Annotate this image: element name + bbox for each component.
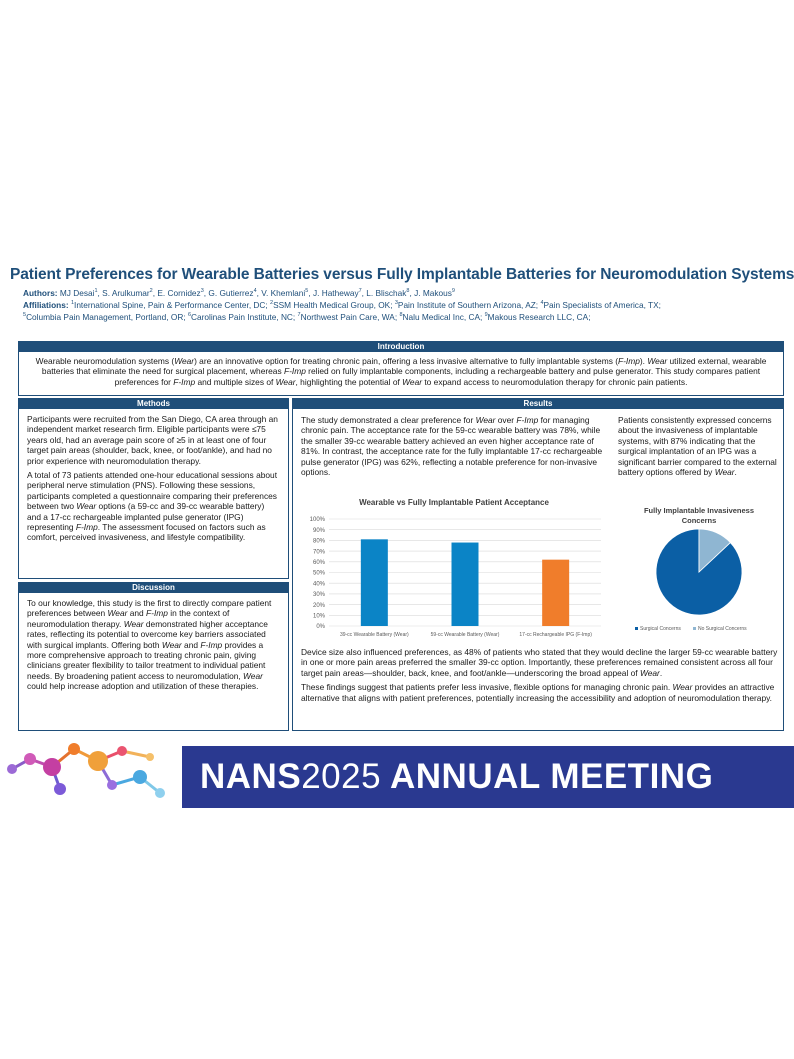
y-tick-label: 0% (316, 624, 325, 631)
discussion-text (19, 593, 288, 701)
poster (10, 266, 794, 811)
author-superscript: 7 (358, 288, 362, 294)
acceptance-bar-chart (299, 495, 609, 640)
legend-swatch (635, 627, 638, 630)
methods-text (19, 409, 288, 552)
intro-text: Wearable neuromodulation systems ( (35, 356, 175, 366)
author-superscript: 2 (149, 288, 153, 294)
affiliation-text: International Spine, Pain & Performance Center, DC; (74, 300, 268, 311)
legend-label: No Surgical Concerns (698, 626, 747, 632)
intro-text: Wear (402, 376, 423, 387)
results-span: for managing chronic pain. The acceptance rate for the 59-cc wearable battery was 78%, while the smaller 39-cc wearable battery achieved an even higher acceptance rate of 81%. In contrast, the acceptance rate for the fully implantable 17-cc rechargeable pulse generator (IPG) was 62%, reflecting a notable preference for non-invasive options. (301, 415, 603, 478)
results-span: provides an attractive alternative that aligns with patient preferences, potentially increasing the accessibility and adoption of neuromodulation therapy. (301, 682, 775, 703)
affiliations-line-2 (10, 311, 784, 323)
discussion-header: Discussion (19, 583, 288, 593)
results-span: Wear (672, 682, 693, 693)
methods-paragraph-2 (27, 470, 280, 543)
intro-text: Wear (174, 356, 195, 366)
y-tick-label: 50% (312, 570, 325, 577)
affiliation-text: Pain Specialists of America, TX; (543, 300, 661, 311)
banner-nans: NANS (200, 757, 302, 796)
y-tick-label: 10% (312, 613, 325, 620)
introduction-text (19, 352, 783, 391)
results-span: Wear (475, 415, 496, 425)
discussion-span: Wear (161, 639, 182, 650)
y-tick-label: 40% (312, 581, 325, 588)
methods-text-span: Wear (76, 501, 97, 512)
legend-swatch (693, 627, 696, 630)
results-span: . (734, 467, 737, 478)
results-span: . (659, 667, 663, 678)
results-span: Wear (714, 467, 735, 478)
bar (542, 560, 569, 626)
discussion-span: provides a more comprehensive approach to treating chronic pain, giving clinicians greater flexibility to tailor treatment to individual patient needs. By broadening patient access to neuromodulation, (27, 639, 266, 681)
results-bottom-paragraph-2 (301, 682, 779, 703)
results-panel (292, 398, 784, 731)
intro-text: , highlighting the potential of (295, 376, 403, 387)
author-superscript: 1 (94, 288, 98, 294)
results-bottom-text (301, 647, 779, 707)
affiliation-text: SSM Health Medical Group, OK; (273, 300, 393, 311)
authors-label: Authors: (23, 287, 58, 298)
bar-chart-title: Wearable vs Fully Implantable Patient Acceptance (359, 498, 549, 507)
methods-panel (18, 398, 289, 579)
discussion-span: could help increase adoption and utilization of these therapies. (27, 681, 259, 692)
affiliation-superscript: 8 (399, 312, 403, 319)
affiliations-list-1 (71, 300, 661, 310)
author-name: E. Cornidez (157, 287, 201, 298)
intro-text: Wear (647, 356, 668, 366)
x-tick-label: 39-cc Wearable Battery (Wear) (339, 632, 409, 638)
y-tick-label: 30% (312, 592, 325, 599)
affiliation-superscript: 5 (23, 312, 27, 319)
intro-text: ). (639, 356, 648, 366)
y-tick-label: 90% (312, 527, 325, 534)
banner-year: 2025 (301, 757, 382, 796)
intro-text: ) are an innovative option for treating chronic pain, offering a less invasive alternative to fully implantable systems ( (194, 356, 618, 366)
affiliation-superscript: 3 (394, 300, 398, 307)
results-span: The study demonstrated a clear preference for (301, 415, 476, 425)
pie-chart-title: Concerns (681, 516, 717, 525)
author-name: J. Hatheway (312, 287, 359, 298)
results-right-text (618, 415, 778, 477)
author-name: MJ Desai (59, 287, 95, 298)
y-tick-label: 20% (312, 602, 325, 609)
author-name: J. Makous (414, 287, 452, 298)
results-span: over (495, 415, 517, 425)
intro-text: F-Imp (283, 366, 306, 377)
x-tick-label: 17-cc Rechargeable IPG (F-Imp) (519, 632, 592, 638)
banner-title (200, 751, 713, 803)
affiliation-superscript: 6 (187, 312, 192, 319)
introduction-header: Introduction (19, 342, 783, 352)
intro-text: F-Imp (173, 376, 196, 387)
x-tick-label: 59-cc Wearable Battery (Wear) (430, 632, 500, 638)
affiliations-list-2 (23, 312, 591, 322)
discussion-span: and (181, 639, 201, 650)
affiliation-superscript: 9 (484, 312, 488, 319)
results-span: These findings suggest that patients prefer less invasive, flexible options for managing chronic pain. (301, 682, 673, 693)
discussion-span: demonstrated higher acceptance rates, reflecting its potential to overcome key barriers associated with surgical implants. Offering both (27, 618, 268, 650)
affiliations-label: Affiliations: (23, 300, 69, 311)
invasiveness-pie-chart (619, 505, 779, 635)
results-bottom-paragraph-1 (301, 647, 779, 678)
affiliations-line-1 (10, 298, 784, 310)
author-superscript: 4 (253, 288, 257, 294)
affiliation-superscript: 2 (270, 300, 274, 307)
affiliation-superscript: 1 (70, 300, 75, 307)
intro-text: Wear (275, 376, 296, 387)
methods-header: Methods (19, 399, 288, 409)
results-span: Patients consistently expressed concerns about the invasiveness of implantable systems, with 87% indicating that the surgical implantation of an IPG was a significant barrier compared to the external battery options offered by (618, 415, 777, 478)
author-name: L. Blischak (366, 287, 407, 298)
intro-text: and multiple sizes of (195, 376, 276, 387)
author-superscript: 5 (305, 288, 309, 294)
affiliation-text: Carolinas Pain Institute, NC; (191, 312, 296, 323)
authors-line (10, 286, 784, 298)
results-span: Wear (639, 667, 660, 678)
discussion-span: Wear (243, 670, 263, 681)
affiliation-text: Northwest Pain Care, WA; (300, 312, 398, 323)
methods-text-span: F-Imp (75, 522, 98, 533)
bar (361, 539, 388, 626)
y-tick-label: 80% (312, 538, 325, 545)
author-superscript: 9 (451, 288, 455, 294)
author-superscript: 3 (200, 288, 204, 294)
poster-title: Patient Preferences for Wearable Batteries versus Fully Implantable Batteries for Neuromodulation Systems (10, 266, 794, 283)
discussion-span: F-Imp (146, 608, 168, 619)
y-tick-label: 70% (312, 549, 325, 556)
authors-list: MJ Desai$^1$, S. Arulkumar$^2$, E. Cornidez$^3$, G. Gutierrez$^4$, V. Khemlani$^5$, J. Hatheway$^7$, L. Blischak$^8$, J. Makous$^9$ (59, 287, 455, 298)
banner-rest: ANNUAL MEETING (381, 757, 714, 796)
y-tick-label: 100% (309, 517, 325, 524)
results-header: Results (293, 399, 783, 409)
pie-chart-title: Fully Implantable Invasiveness (643, 506, 755, 515)
discussion-span: F-Imp (200, 639, 223, 650)
author-superscript: 8 (406, 288, 410, 294)
affiliation-text: Nalu Medical Inc, CA; (402, 312, 483, 323)
affiliation-superscript: 7 (297, 312, 301, 319)
discussion-span: To our knowledge, this study is the first to directly compare patient preferences between (27, 598, 272, 619)
methods-paragraph-1: Participants were recruited from the San Diego, CA area through an independent market research firm. Eligible participants were ≤75 years old, had an average pain score of ≥5 in at least one of four target pain areas (shoulder, back, knee, or foot/ankle), and had no prior experience with neuromodulation therapy. (27, 414, 278, 466)
discussion-span: and (127, 608, 147, 619)
author-name: V. Khemlani (261, 287, 306, 298)
methods-text-span: A total of 73 patients attended one-hour educational sessions about peripheral nerve stimulation (PNS). Following these sessions, participants completed a questionnaire comparing their preferences between two (27, 470, 278, 512)
methods-text-span: options (a 59-cc and 39-cc wearable battery) and a 17-cc rechargeable implanted pulse generator (IPG) representing (27, 501, 265, 533)
intro-text: relied on fully implantable components, including a rechargeable battery and pulse generator. This study compares patient preferences for (114, 366, 761, 387)
author-name: G. Gutierrez (208, 287, 254, 298)
discussion-span: Wear (123, 618, 144, 629)
author-name: S. Arulkumar (102, 287, 150, 298)
introduction-panel (18, 341, 784, 396)
discussion-paragraph (27, 598, 280, 692)
affiliation-text: Pain Institute of Southern Arizona, AZ; (397, 300, 539, 311)
intro-text: to expand access to neuromodulation therapy for chronic pain patients. (422, 376, 688, 387)
intro-text: utilized external, wearable batteries that eliminate the need for surgical placement, whereas (41, 356, 767, 377)
results-left-text (301, 415, 611, 477)
bar (452, 543, 479, 626)
discussion-span: Wear (107, 608, 128, 619)
results-span: Device size also influenced preferences, as 48% of patients who stated that they would decline the larger 59-cc wearable battery in one or more pain areas preferred the smaller 39-cc option. Importantly, these preferences remained consistent across all four target pain areas—shoulder, back, knee, and foot/ankle—underscoring the broad appeal of (301, 647, 778, 678)
affiliation-superscript: 4 (540, 300, 544, 307)
results-span: F-Imp (516, 415, 539, 425)
discussion-span: in the context of neuromodulation therapy. (27, 608, 230, 629)
legend-label: Surgical Concerns (640, 626, 681, 632)
discussion-panel (18, 582, 289, 731)
affiliation-text: Makous Research LLC, CA; (487, 312, 591, 323)
methods-text-span: . The assessment focused on factors such as comfort, perceived invasiveness, and lifestyle compatibility. (27, 522, 266, 543)
intro-text: F-Imp (618, 356, 640, 366)
y-tick-label: 60% (312, 560, 325, 566)
affiliation-text: Columbia Pain Management, Portland, OR; (26, 312, 186, 323)
